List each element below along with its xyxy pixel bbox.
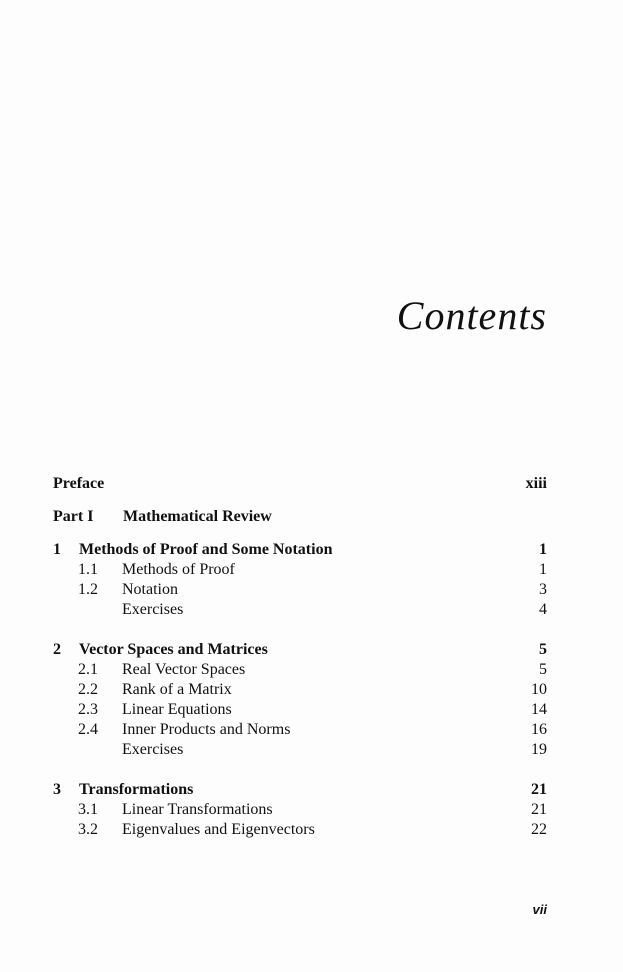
toc-section-page: 22 <box>531 821 547 838</box>
toc-chapter-page: 1 <box>539 541 547 558</box>
page-title: Contents <box>396 293 547 338</box>
page-number: vii <box>532 902 547 917</box>
toc-section-title: Linear Transformations <box>122 801 273 818</box>
toc-exercises-page: 19 <box>531 741 547 758</box>
toc-preface-label: Preface <box>53 475 105 492</box>
toc-chapter-page: 5 <box>539 641 547 658</box>
toc-chapter-page: 21 <box>531 781 547 798</box>
toc-section-page: 5 <box>539 661 547 678</box>
toc-section-title: Eigenvalues and Eigenvectors <box>122 821 315 838</box>
toc-section-title: Inner Products and Norms <box>122 721 291 738</box>
toc-section-page: 3 <box>539 581 547 598</box>
toc-section-title: Real Vector Spaces <box>122 661 246 678</box>
toc-chapter-num: 3 <box>53 781 61 798</box>
toc-chapter[interactable] <box>53 640 547 660</box>
toc-section-title: Linear Equations <box>122 701 232 718</box>
toc-section-page: 1 <box>539 561 547 578</box>
toc-section-title: Methods of Proof <box>122 561 235 578</box>
toc-chapter[interactable] <box>53 780 547 800</box>
toc-exercises[interactable] <box>53 600 547 620</box>
toc-section-num: 3.2 <box>78 821 98 838</box>
toc-preface-page: xiii <box>525 475 547 492</box>
toc-section-title: Rank of a Matrix <box>122 681 232 698</box>
table-of-contents <box>53 474 547 840</box>
toc-chapter-num: 1 <box>53 541 61 558</box>
toc-preface[interactable] <box>53 474 547 494</box>
toc-section[interactable] <box>53 580 547 600</box>
toc-section[interactable] <box>53 660 547 680</box>
toc-exercises-page: 4 <box>539 601 547 618</box>
toc-exercises-label: Exercises <box>122 741 184 758</box>
toc-part <box>53 507 547 527</box>
toc-part-title: Mathematical Review <box>123 508 272 525</box>
toc-section[interactable] <box>53 700 547 720</box>
toc-section[interactable] <box>53 800 547 820</box>
toc-section-page: 14 <box>531 701 547 718</box>
toc-section-num: 1.1 <box>78 561 98 578</box>
toc-section[interactable] <box>53 680 547 700</box>
toc-section-num: 2.2 <box>78 681 98 698</box>
toc-exercises[interactable] <box>53 740 547 760</box>
toc-chapter-title: Vector Spaces and Matrices <box>79 641 268 658</box>
toc-section-page: 16 <box>531 721 547 738</box>
toc-section-num: 3.1 <box>78 801 98 818</box>
toc-section-page: 10 <box>531 681 547 698</box>
toc-section-title: Notation <box>122 581 178 598</box>
toc-section-num: 2.4 <box>78 721 98 738</box>
toc-section-num: 2.3 <box>78 701 98 718</box>
toc-chapter-title: Methods of Proof and Some Notation <box>79 541 333 558</box>
toc-section[interactable] <box>53 820 547 840</box>
toc-section-num: 1.2 <box>78 581 98 598</box>
toc-section-num: 2.1 <box>78 661 98 678</box>
toc-section[interactable] <box>53 720 547 740</box>
toc-exercises-label: Exercises <box>122 601 184 618</box>
toc-section[interactable] <box>53 560 547 580</box>
toc-chapter-num: 2 <box>53 641 61 658</box>
toc-section-page: 21 <box>531 801 547 818</box>
toc-chapter-title: Transformations <box>79 781 194 798</box>
toc-part-label: Part I <box>53 508 94 525</box>
toc-chapter[interactable] <box>53 540 547 560</box>
